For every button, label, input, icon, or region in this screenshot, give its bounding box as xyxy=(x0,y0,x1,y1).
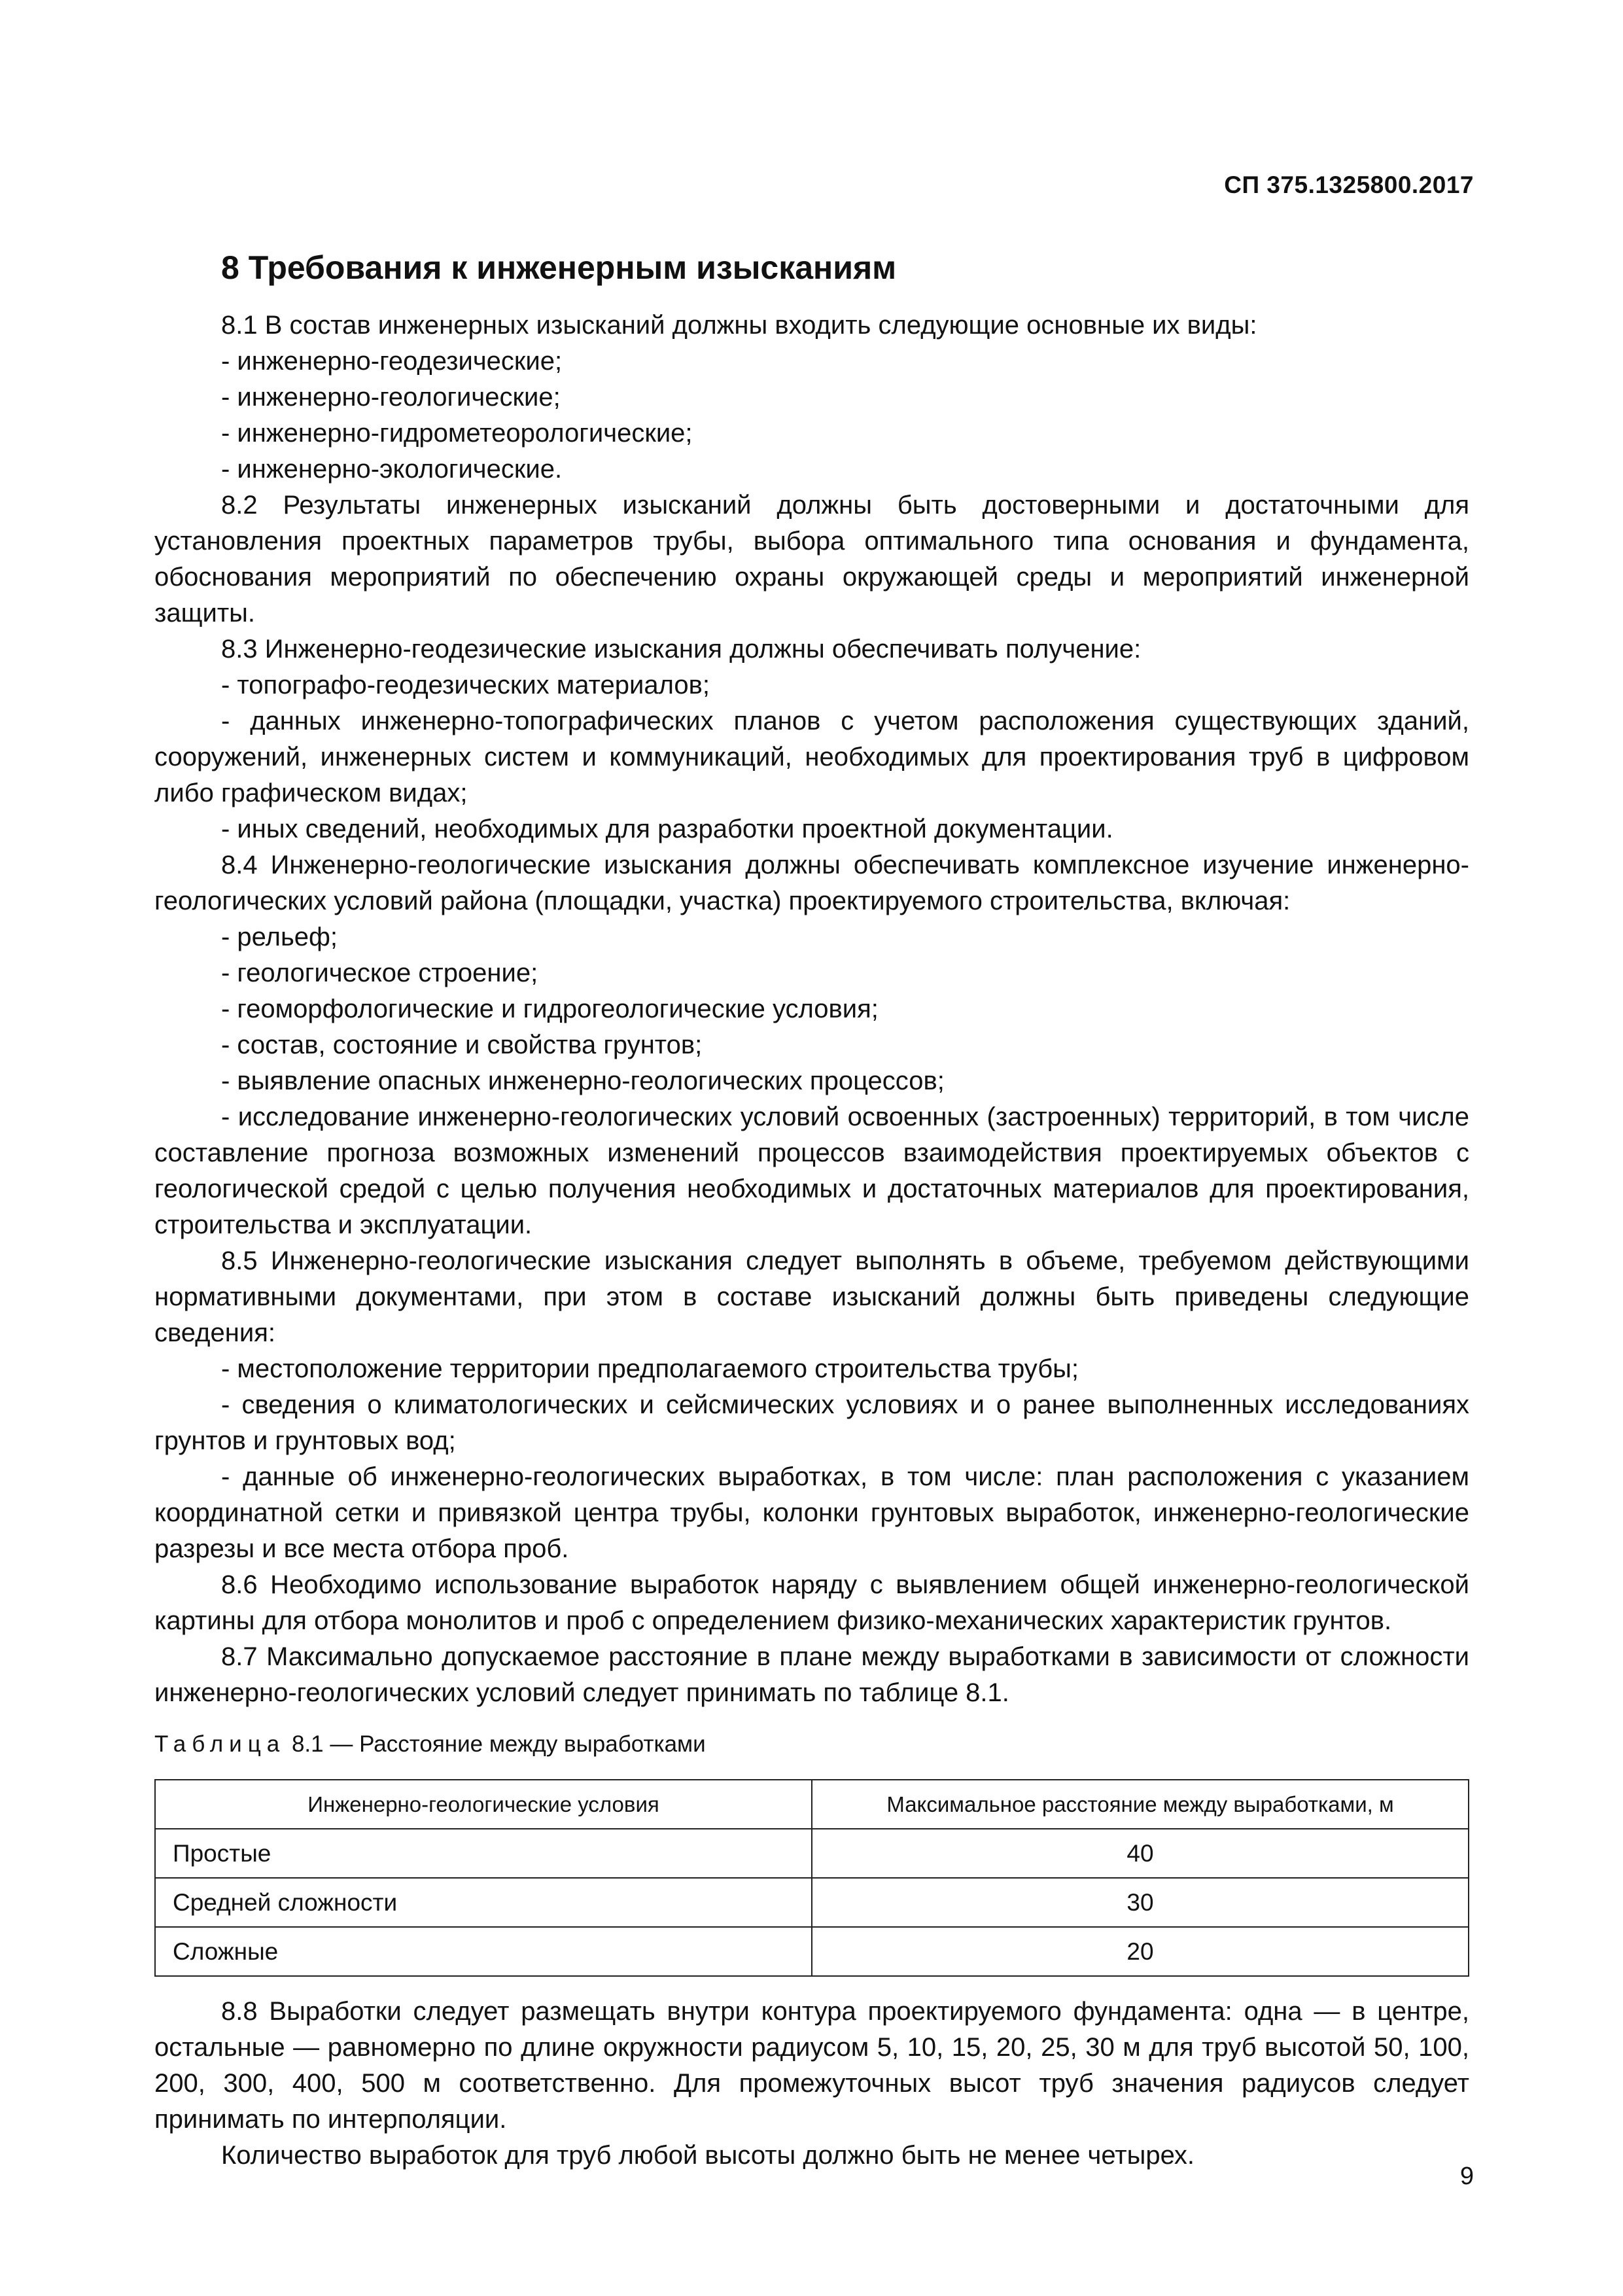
body-content xyxy=(154,308,1469,2174)
table-header-cell: Инженерно-геологические условия xyxy=(155,1780,812,1829)
paragraph: - инженерно-гидрометеорологические; xyxy=(221,419,693,448)
document-code: СП 375.1325800.2017 xyxy=(1224,171,1474,198)
paragraph: - сведения о климатологических и сейсмических условиях и о ранее выполненных исследованиях грунтов и грунтовых вод; xyxy=(154,1390,1469,1455)
page-number: 9 xyxy=(1459,2163,1474,2190)
after-table-paragraphs xyxy=(154,1994,1469,2174)
paragraph: - геологическое строение; xyxy=(221,959,538,987)
table-caption-label: Таблица xyxy=(154,1731,286,1757)
paragraph: - исследование инженерно-геологических условий освоенных (застроенных) территорий, в том числе составление прогноза возможных изменений процессов взаимодействия проектируемых объектов с геологической средой с целью получения необходимых и достаточных материалов для проектирования, строительства и эксплуатации. xyxy=(154,1103,1469,1239)
paragraph: - рельеф; xyxy=(221,923,338,951)
table-cell-distance: 30 xyxy=(812,1878,1469,1927)
paragraph: - состав, состояние и свойства грунтов; xyxy=(221,1031,703,1059)
paragraph: - инженерно-экологические. xyxy=(221,455,563,484)
table-row xyxy=(155,1829,1469,1878)
paragraph: - местоположение территории предполагаемого строительства трубы; xyxy=(221,1354,1079,1383)
table-cell-condition: Средней сложности xyxy=(155,1878,812,1927)
paragraph: - инженерно-геологические; xyxy=(221,383,561,412)
table-header-cell: Максимальное расстояние между выработками, м xyxy=(812,1780,1469,1829)
distance-table xyxy=(154,1779,1469,1977)
paragraph: 8.7 Максимально допускаемое расстояние в плане между выработками в зависимости от сложности инженерно-геологических условий следует принимать по таблице 8.1. xyxy=(154,1642,1469,1707)
section-title: 8 Требования к инженерным изысканиям xyxy=(221,249,897,286)
paragraph: - геоморфологические и гидрогеологические условия; xyxy=(221,995,879,1023)
paragraph: - топографо-геодезических материалов; xyxy=(221,671,710,699)
paragraph: 8.1 В состав инженерных изысканий должны входить следующие основные их виды: xyxy=(221,311,1257,340)
paragraph: - данные об инженерно-геологических выработках, в том числе: план расположения с указанием координатной сетки и привязкой центра трубы, колонки грунтовых выработок, инженерно-геологические разрезы и все места отбора проб. xyxy=(154,1462,1469,1563)
paragraph: - иных сведений, необходимых для разработки проектной документации. xyxy=(221,815,1113,843)
paragraph: 8.6 Необходимо использование выработок наряду с выявлением общей инженерно-геологической картины для отбора монолитов и проб с определением физико-механических характеристик грунтов. xyxy=(154,1570,1469,1635)
table-row xyxy=(155,1927,1469,1976)
table-cell-condition: Простые xyxy=(155,1829,812,1878)
table-row xyxy=(155,1878,1469,1927)
paragraph: - инженерно-геодезические; xyxy=(221,347,563,376)
paragraph: 8.3 Инженерно-геодезические изыскания должны обеспечивать получение: xyxy=(221,635,1142,663)
table-cell-condition: Сложные xyxy=(155,1927,812,1976)
paragraph: - выявление опасных инженерно-геологических процессов; xyxy=(221,1067,945,1095)
paragraph: Количество выработок для труб любой высоты должно быть не менее четырех. xyxy=(221,2141,1195,2170)
paragraph: 8.4 Инженерно-геологические изыскания должны обеспечивать комплексное изучение инженерно-геологических условий района (площадки, участка) проектируемого строительства, включая: xyxy=(154,851,1469,915)
table-caption-text: 8.1 — Расстояние между выработками xyxy=(291,1731,706,1757)
paragraph-list xyxy=(154,308,1469,1711)
paragraph: 8.2 Результаты инженерных изысканий должны быть достоверными и достаточными для установления проектных параметров трубы, выбора оптимального типа основания и фундамента, обоснования мероприятий по обеспечению охраны окружающей среды и мероприятий инженерной защиты. xyxy=(154,491,1469,627)
table-cell-distance: 20 xyxy=(812,1927,1469,1976)
table-caption xyxy=(154,1728,1469,1761)
paragraph: - данных инженерно-топографических планов с учетом расположения существующих зданий, сооружений, инженерных систем и коммуникаций, необходимых для проектирования труб в цифровом либо графическом видах; xyxy=(154,707,1469,807)
table-header-row xyxy=(155,1780,1469,1829)
paragraph: 8.5 Инженерно-геологические изыскания следует выполнять в объеме, требуемом действующими нормативными документами, при этом в составе изысканий должны быть приведены следующие сведения: xyxy=(154,1246,1469,1347)
table-cell-distance: 40 xyxy=(812,1829,1469,1878)
paragraph: 8.8 Выработки следует размещать внутри контура проектируемого фундамента: одна — в центре, остальные — равномерно по длине окружности радиусом 5, 10, 15, 20, 25, 30 м для труб высотой 50, 100, 200, 300, 400, 500 м соответственно. Для промежуточных высот труб значения радиусов следует принимать по интерполяции. xyxy=(154,1997,1469,2134)
